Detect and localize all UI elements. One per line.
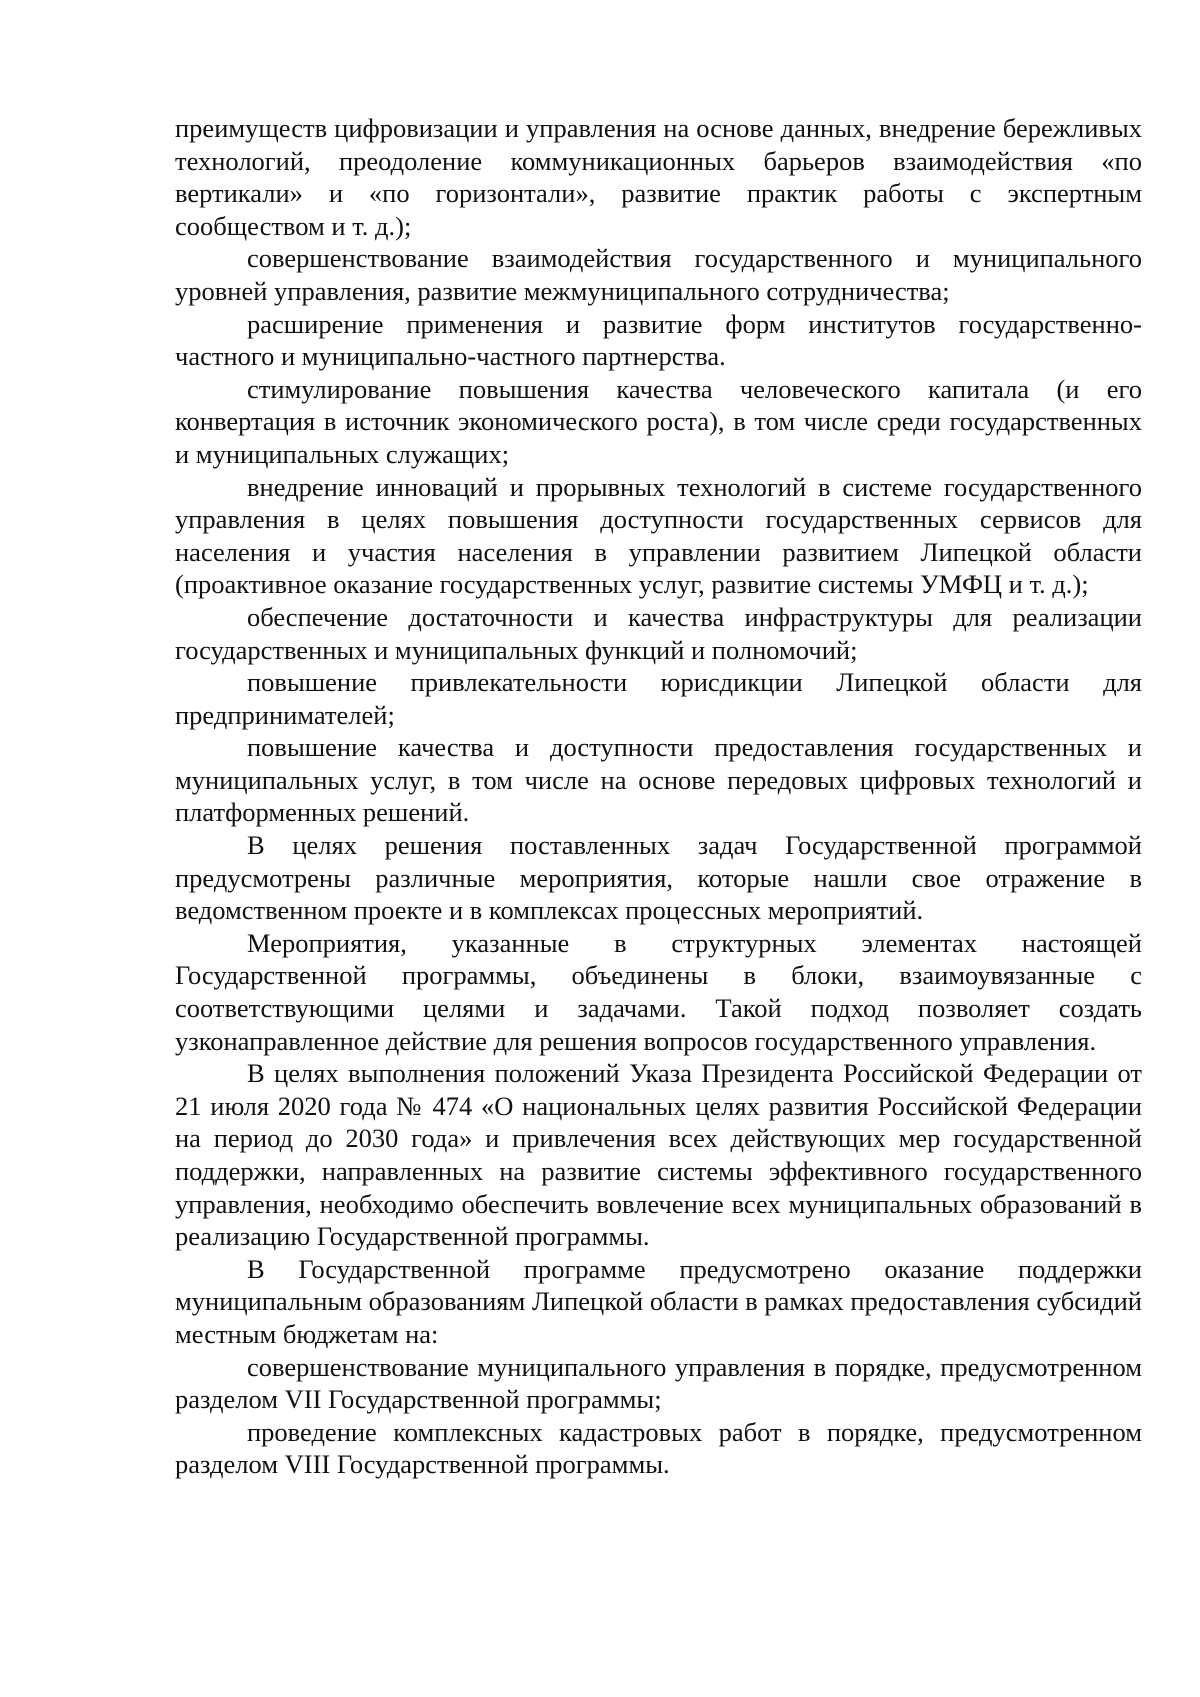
document-body [175, 112, 1142, 1481]
paragraph-jurisdiction: повышение привлекательности юрисдикции Липецкой области для предпринимателей; [175, 667, 1142, 730]
paragraph-services-quality: повышение качества и доступности предоставления государственных и муниципальных услуг, в том числе на основе передовых цифровых технологий и платформенных решений. [175, 732, 1142, 828]
paragraph-human-capital: стимулирование повышения качества человеческого капитала (и его конвертация в источник экономического роста), в том числе среди государственных и муниципальных служащих; [175, 373, 1142, 469]
paragraph-partnership: расширение применения и развитие форм институтов государственно-частного и муниципально-частного партнерства. [175, 308, 1142, 372]
paragraph-cadastral-works: проведение комплексных кадастровых работ в порядке, предусмотренном разделом VIII Государственной программы. [175, 1416, 1142, 1480]
paragraph-structural-elements: Мероприятия, указанные в структурных элементах настоящей Государственной программы, объединены в блоки, взаимоувязанные с соответствующими целями и задачами. Такой подход позволяет создать узконаправленное действие для решения вопросов государственного управления. [175, 927, 1142, 1056]
paragraph-municipal-support: В Государственной программе предусмотрено оказание поддержки муниципальным образованиям Липецкой области в рамках предоставления субсидий местным бюджетам на: [175, 1253, 1142, 1349]
paragraph-presidential-decree: В целях выполнения положений Указа Президента Российской Федерации от 21 июля 2020 года № 474 «О национальных целях развития Российской Федерации на период до 2030 года» и привлечения всех действующих мер государственной поддержки, направленных на развитие системы эффективного государственного управления, необходимо обеспечить вовлечение всех муниципальных образований в реализацию Государственной программы. [175, 1058, 1142, 1252]
paragraph-infrastructure: обеспечение достаточности и качества инфраструктуры для реализации государственных и муниципальных функций и полномочий; [175, 601, 1142, 665]
paragraph-interaction-levels: совершенствование взаимодействия государственного и муниципального уровней управления, развитие межмуниципального сотрудничества; [175, 243, 1142, 306]
paragraph-program-measures: В целях решения поставленных задач Государственной программой предусмотрены различные мероприятия, которые нашли свое отражение в ведомственном проекте и в комплексах процессных мероприятий. [175, 830, 1142, 926]
paragraph-continuation: преимуществ цифровизации и управления на основе данных, внедрение бережливых технологий, преодоление коммуникационных барьеров взаимодействия «по вертикали» и «по горизонтали», развитие практик работы с экспертным сообществом и т. д.); [175, 113, 1142, 241]
paragraph-municipal-management: совершенствование муниципального управления в порядке, предусмотренном разделом VII Государственной программы; [175, 1351, 1142, 1415]
paragraph-innovations: внедрение инноваций и прорывных технологий в системе государственного управления в целях повышения доступности государственных сервисов для населения и участия населения в управлении развитием Липецкой области (проактивное оказание государственных услуг, развитие системы УМФЦ и т. д.); [175, 471, 1142, 600]
